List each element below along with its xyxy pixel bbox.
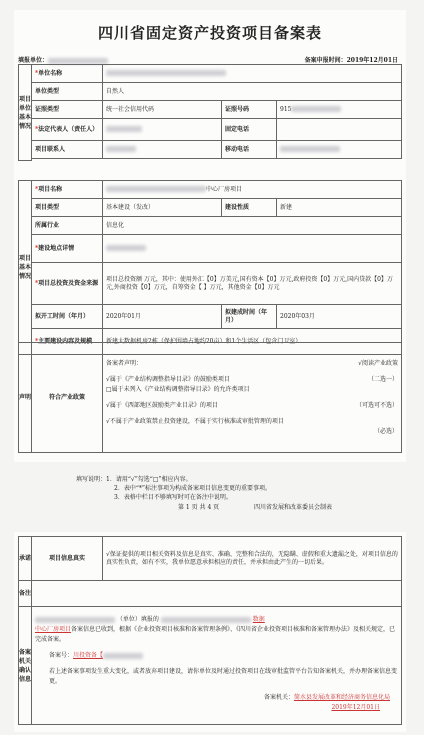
fill-notes: 填写说明：1．请用“√”勾选“□”相应内容。 2．表中“*”标注事项为构成备案项目信息变更的重要事项。 3．表格中栏目不够填写时可在备注中说明。 [76,476,271,501]
contact-value [103,141,222,159]
policy-table [18,342,402,453]
commit-label: 项目信息真实 [32,537,103,581]
policy-statement: 备案者声明： √阅读产业政策 √属于《产业结构调整指导目录》的鼓励类项目 （二选一） □属于未列入《产业结构调整指导目录》的允许类项目 √属于《西部地区鼓励类产业目录》的项目 （可选可不选） √不属于产业政策禁止投资建设，不属于实行核准或审批管理的项目 （必选） [103,343,402,453]
unit-section-label: 项目单位基本情况 [19,65,32,161]
build-nature-label: 建设性质 [222,199,277,217]
cert-type-label: 证照类型 [32,101,103,119]
not-prohibited-item: √不属于产业政策禁止投资建设，不属于实行核准或审批管理的项目 [106,417,284,425]
scale-label: *主要建设内容及规模 [32,329,103,355]
cert-no-value: 915 [277,101,402,119]
filing-code-label: 备案号： [49,652,74,659]
landline-label: 固定电话 [222,119,277,141]
finish-time-value: 2020年03月 [277,305,402,329]
authority-section-label: 备案机关确认信息 [19,607,32,725]
build-nature-value: 新建 [277,199,402,217]
declaration-section-label: 声明 [19,343,32,453]
unit-table [18,64,402,161]
investment-value: 项目总投资额 万元，其中：使用外汇【0】万美元,国有资本【0】万元,政府投资【0】万元,国内贷款【0】万元,外商投资【0】万元，自筹资金【 】万元，其他资金【0】万元 [103,263,402,305]
unit-type-value: 自然人 [103,83,402,101]
page-number: 第 1 页 共 4 页 [178,504,220,511]
confirm-text: （单位）填报的 数据 中心厂房项目备案信息已收到，根据《企业投资项目核准和备案管理条例》、《四川省企业投资项目核准和备案管理办法》及相关规定，已完成备案。 备案号：川投资备【 若上述备案事项发生重大变化，或者放弃项目建设，请你单位及时通过投资项目在线审批监管平台告知备案机关，并办理备案信息变更。 备案机关：简水县发展改革和经济商务信息化局 2019年12月01日 [32,607,402,725]
commit-text: √保证提供的项目相关资料及信息是真实、准确、完整和合法的，无隐瞒、虚假和重大遗漏之处，对项目信息的真实性负责，如有不实，我单位愿意承担相应的责任，并承担由此产生的一切后果。 [103,537,402,581]
unit-type-label: 单位类型 [32,83,103,101]
location-value [103,235,402,263]
cert-no-label: 证照号码 [222,101,277,119]
encouraged-item: √属于《产业结构调整指导目录》的鼓励类项目 [106,375,230,383]
authority-name: 简水县发展改革和经济商务信息化局 [293,694,390,701]
filing-date: 备案申报时间：2019年12月01日 [304,57,398,64]
finish-time-label: 拟建成时间（年月） [222,305,277,329]
confirm-table [18,536,402,725]
issuer: 四川省发展和改革委员会制表 [254,504,333,511]
investment-label: *项目总投资及资金来源 [32,263,103,305]
project-type-label: 项目类型 [32,199,103,217]
mobile-label: 移动电话 [222,141,277,159]
document-title: 四川省固定资产投资项目备案表 [97,24,322,42]
start-time-value: 2020年01月 [103,305,222,329]
industry-label: 所属行业 [32,217,103,235]
remark-value [32,581,402,607]
project-section-label: 项目基本情况 [19,181,32,355]
legal-rep-label: *法定代表人（责任人） [32,119,103,141]
declare-label: 备案者声明： [106,359,143,367]
start-time-label: 拟开工时间（年月） [32,305,103,329]
project-name-label: *项目名称 [32,181,103,199]
policy-label: 符合产业政策 [32,343,103,453]
project-name-value: 中心厂房项目 [103,181,402,199]
scale-value: 新建大数据机房2栋（保护围墙占地约20亩）和1个生活区（包含门卫室） [103,329,402,355]
landline-value [277,119,402,141]
industry-value: 信息化 [103,217,402,235]
legal-rep-value [103,119,222,141]
advice-text: 若上述备案事项发生重大变化，或者放弃项目建设，请你单位及时通过投资项目在线审批监管平台告知备案机关，并办理备案信息变更。 [49,668,398,685]
page-1 [14,10,406,501]
read-policy-check: √阅读产业政策 [358,359,398,367]
cert-type-value: 统一社会信用代码 [103,101,222,119]
commit-section-label: 承诺 [19,537,32,581]
page-2 [14,532,406,732]
allowed-item: □属于未列入《产业结构调整指导目录》的允许类项目 [106,385,250,393]
filing-unit-label: 填报单位： [18,55,108,64]
contact-label: 项目联系人 [32,141,103,159]
unit-name-label: *单位名称 [32,65,103,83]
project-type-value: 基本建设（发改） [103,199,222,217]
remark-section-label: 备注 [19,581,32,607]
western-item: √属于《西部地区鼓励类产业目录》的项目 [106,401,218,409]
mobile-value [277,141,402,159]
authority-date: 2019年12月01日 [331,704,380,711]
project-table [18,180,402,355]
unit-name-value [103,65,402,83]
filing-code-value: 川投资备【 [73,652,104,659]
location-label: *建设地点详情 [32,235,103,263]
